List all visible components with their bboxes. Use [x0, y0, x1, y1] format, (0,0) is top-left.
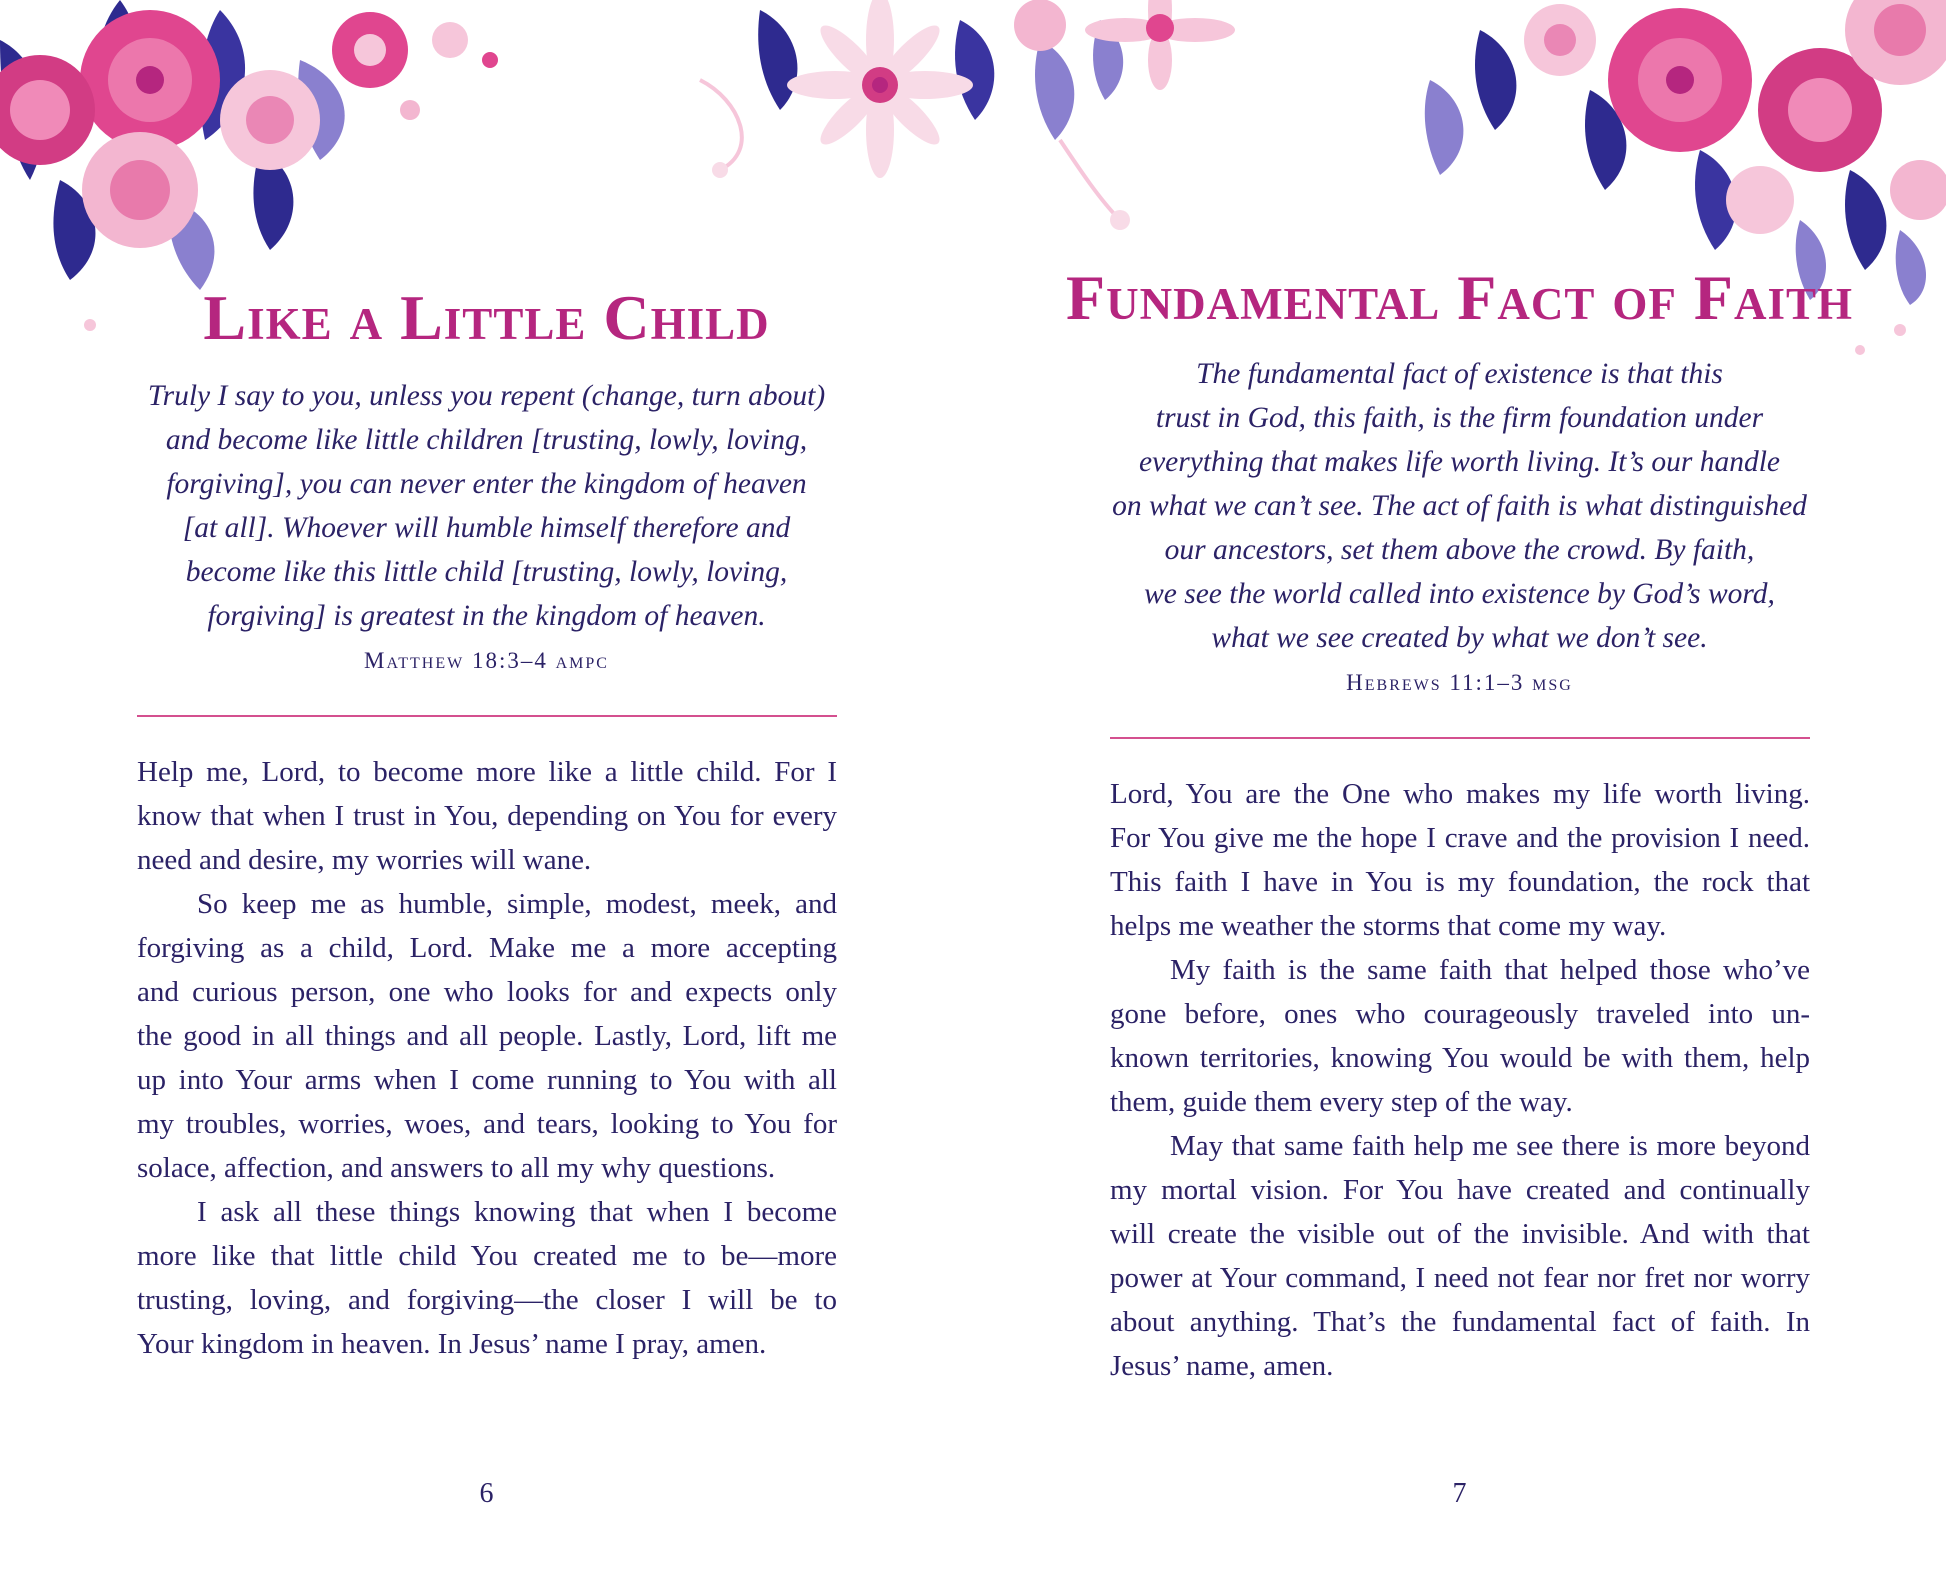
prayer-line: solace, affection, and answers to all my why questions. [137, 1152, 776, 1184]
scripture-reference: Hebrews 11:1–3 msg [1346, 670, 1573, 695]
page-title: Fundamental Fact of Faith [1066, 262, 1853, 333]
prayer-line: will create the visible out of the invisible. And with that [1110, 1218, 1810, 1250]
verse-line: Truly I say to you, unless you repent (change, turn about) [147, 380, 826, 412]
verse-line: everything that makes life worth living. It’s our handle [1139, 446, 1780, 478]
verse-line: The fundamental fact of existence is that this [1196, 358, 1723, 390]
prayer-line: and curious person, one who looks for and expects only [137, 976, 837, 1008]
prayer-line: known territories, knowing You would be with them, help [1110, 1042, 1810, 1074]
scripture-reference: Matthew 18:3–4 ampc [364, 648, 609, 673]
verse-line: [at all]. Whoever will humble himself therefore and [182, 512, 791, 544]
prayer-line: forgiving as a child, Lord. Make me a more accepting [137, 932, 837, 964]
prayer-line: up into Your arms when I come running to You with all [137, 1064, 837, 1096]
prayer-text [1110, 772, 1810, 1388]
verse-line: our ancestors, set them above the crowd. By faith, [1164, 534, 1755, 566]
prayer-line: gone before, ones who courageously traveled into un- [1110, 998, 1810, 1030]
prayer-line: Help me, Lord, to become more like a little child. For I [137, 756, 837, 788]
verse-line: we see the world called into existence by God’s word, [1144, 578, 1775, 610]
verse-line: become like this little child [trusting, lowly, loving, [185, 556, 788, 588]
prayer-line: My faith is the same faith that helped those who’ve [1170, 954, 1810, 986]
prayer-line: Lord, You are the One who makes my life worth living. [1110, 778, 1810, 810]
divider-rule [1110, 737, 1810, 739]
page-number: 6 [479, 1478, 494, 1509]
prayer-line: about anything. That’s the fundamental fact of faith. In [1110, 1306, 1810, 1338]
prayer-line: Jesus’ name, amen. [1110, 1350, 1334, 1382]
prayer-line: May that same faith help me see there is more beyond [1170, 1130, 1810, 1162]
prayer-line: trusting, loving, and forgiving—the closer I will be to [137, 1284, 837, 1316]
prayer-line: them, guide them every step of the way. [1110, 1086, 1573, 1118]
prayer-line: For You give me the hope I crave and the provision I need. [1110, 822, 1810, 854]
scripture-quote [0, 374, 973, 638]
verse-line: on what we can’t see. The act of faith is what distinguished [1112, 490, 1807, 522]
prayer-line: the good in all things and all people. Lastly, Lord, lift me [137, 1020, 837, 1052]
prayer-line: power at Your command, I need not fear nor fret nor worry [1110, 1262, 1810, 1294]
scripture-quote [973, 352, 1946, 660]
prayer-text [137, 750, 837, 1366]
prayer-line: need and desire, my worries will wane. [137, 844, 592, 876]
page-title: Like a Little Child [203, 282, 770, 353]
prayer-line: my mortal vision. For You have created and continually [1110, 1174, 1810, 1206]
verse-line: forgiving] is greatest in the kingdom of heaven. [207, 600, 766, 632]
verse-line: trust in God, this faith, is the firm foundation under [1155, 402, 1764, 434]
verse-line: forgiving], you can never enter the kingdom of heaven [166, 468, 807, 500]
verse-line: and become like little children [trusting, lowly, loving, [165, 424, 808, 456]
prayer-line: more like that little child You created me to be—more [137, 1240, 837, 1272]
page-number: 7 [1452, 1478, 1467, 1509]
verse-line: what we see created by what we don’t see. [1211, 622, 1708, 654]
prayer-line: This faith I have in You is my foundation, the rock that [1110, 866, 1810, 898]
prayer-line: I ask all these things knowing that when I become [197, 1196, 837, 1228]
right-page [973, 0, 1946, 1581]
prayer-line: my troubles, worries, woes, and tears, looking to You for [137, 1108, 837, 1140]
prayer-line: So keep me as humble, simple, modest, meek, and [197, 888, 837, 920]
prayer-line: Your kingdom in heaven. In Jesus’ name I pray, amen. [137, 1328, 767, 1360]
prayer-line: know that when I trust in You, depending on You for every [137, 800, 837, 832]
prayer-line: helps me weather the storms that come my way. [1110, 910, 1667, 942]
divider-rule [137, 715, 837, 717]
